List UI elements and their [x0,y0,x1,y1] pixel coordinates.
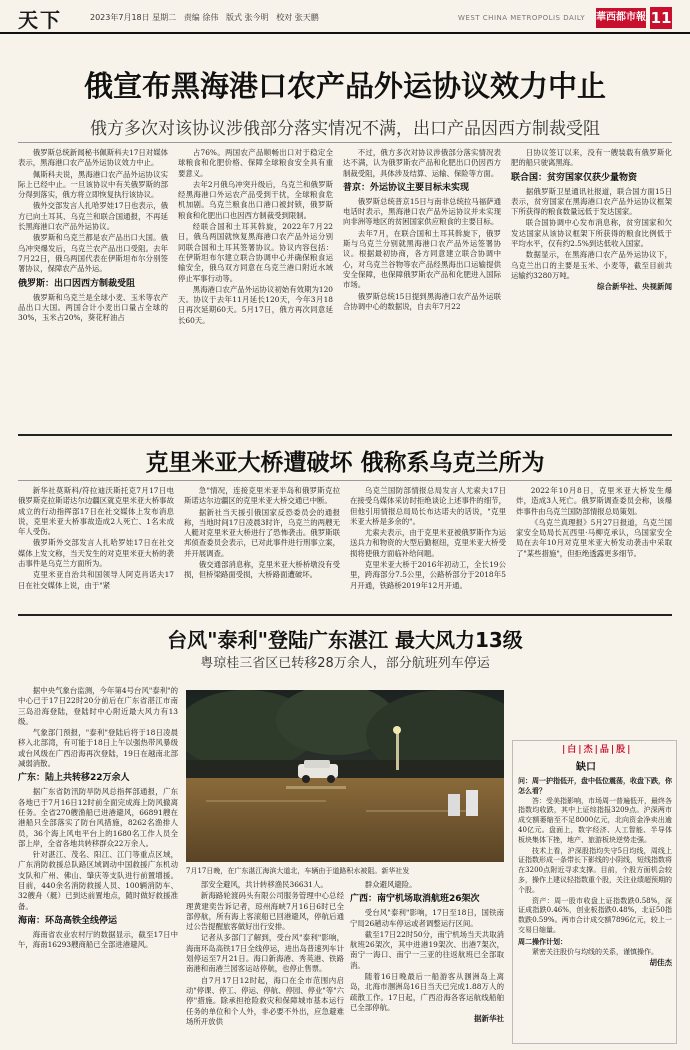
paragraph: 针对湛江、茂名、阳江、江门等重点区域，广东消防救援总队路区域调动中国救援广东机动支队和广州、佛山、肇庆等支队进行前置增援。目前，440余名消防救援人员、100辆消防车、32艘舟（艇）已到达前置地点，随时做好救援准备。 [18,850,178,911]
story1-column-4 [511,148,672,430]
subhead: 俄罗斯：出口因西方制裁受阻 [18,278,136,289]
subhead: 广西：南宁机场取消航班26架次 [350,894,480,905]
paragraph: 《乌克兰真理报》5月27日报道，乌克兰国家安全局局长瓦西里·马柳克承认，乌国家安全局在去年10月对克里米亚大桥发动袭击中采取了"某些措施"，但拒绝透露更多细节。 [516,517,672,558]
story3-column-2 [186,880,344,1044]
photo-caption: 7月17日晚，在广东湛江海滨大道北，车辆由于道路积水被阻。新华社发 [186,867,410,875]
subhead: 普京：外运协议主要目标未实现 [343,182,470,193]
story1-headline: 俄宣布黑海港口农产品外运协议效力中止 [83,69,606,103]
news-photo-flooded-street [186,690,504,862]
paragraph: 乌克兰国防部情报总局发言人尤索夫17日在接受乌媒体采访时拒绝谈论上述事件的细节，但他引用情报总局局长布达诺夫的话说，"克里米亚大桥是多余的"。 [350,486,506,526]
story1-column-1 [18,148,168,430]
paragraph: 据新社当天援引俄国家反恐委员会的通报称，当地时间17日凌晨3时许，乌克兰的两艘无人艇对克里米亚大桥进行了恐怖袭击。俄罗斯联邦侦查委员会表示，已对此事件进行刑事立案，并开展调查。 [184,507,340,558]
paragraph: 日协议签订以来，没有一艘装载有俄罗斯化肥的船只驶离黑海。 [511,148,672,168]
paragraph: 海南省农业农村厅的数据显示，截至17日中午，海南16293艘商船已全部进港避风。 [18,929,178,950]
publication-english-name: WEST CHINA METROPOLIS DAILY [458,14,586,22]
story3-headline: 台风"泰利"登陆广东湛江 最大风力13级 [167,628,523,652]
paragraph: 黑海港口农产品外运协议初始有效期为120天。协议于去年11月延长120天，今年3月18日再次延期60天。5月17日，俄方再次同意延长60天。 [178,284,333,325]
story1-deck: 俄方多次对该协议涉俄部分落实情况不满，出口产品因西方制裁受阻 [90,119,600,139]
paragraph: 急"情况，连接克里米亚半岛和俄罗斯克拉斯诺达尔边疆区的克里米亚大桥交通已中断。 [184,486,340,506]
paragraph: 佩斯科夫说，黑海港口农产品外运协议实际上已经中止。一旦该协议中有关俄罗斯的部分得到落实，俄方将立即恢复执行该协议。 [18,169,168,200]
paragraph: 气象部门预报，"泰利"登陆后将于18日凌晨移入北部湾，有可能于18日上午以强热带风暴级或台风级在广西沿海再次登陆，19日在越南北部减弱消散。 [18,728,178,769]
paragraph: 截至17日22时50分，南宁机场当天共取消航班26架次，其中进港19架次、出港7架次，南宁一海口、南宁一三亚的往返航班已全部取消。 [350,929,504,970]
paragraph: 俄交通部消息称，克里米亚大桥桥墩没有受损，但桥梁路面受损，大桥路面遭破坏。 [184,560,340,580]
divider [18,142,672,143]
paragraph: 据俄罗斯卫星通讯社报道，联合国方面15日表示，贫穷国家在黑海港口农产品外运协议框架下所获得的粮食数量远低于发达国家。 [511,186,672,217]
paragraph: 自7月17日12时起，海口在全市范围内启动"停课、停工、停运、停航、停园、停业"等"六停"措施。除承担抢险救灾和保障城市基本运行任务的单位和个人外，非必要不外出，应急避难场所开放供 [186,975,344,1026]
proof-credit: 校对 张天鹏 [276,13,319,22]
paragraph: 不过，俄方多次对协议涉俄部分落实情况表达不满，认为俄罗斯农产品和化肥出口仍因西方制裁受阻，具体涉及结算、运输、保险等方面。 [343,148,501,178]
stock-column-text [518,776,672,1040]
paragraph: 2022年10月8日，克里米亚大桥发生爆炸，造成3人死亡。俄罗斯调查委员会称，该爆炸事件由乌克兰国防部情报总局策划。 [516,486,672,516]
paragraph: 数据显示，在黑海港口农产品外运协议下，乌克兰出口的主要是玉米、小麦等，截至目前共运输约3280万吨。 [511,250,672,280]
story2-column-1 [18,486,174,608]
paragraph: 记者从多部门了解到，受台风"泰利"影响，海南环岛高铁17日全线停运，进出岛普速列车计划停运至7月21日。海口新海港、秀英港、铁路南港和南港兰园客运站停航，也停止售票。 [186,933,344,974]
paragraph: 受台风"泰利"影响，17日至18日，国铁南宁局26趟动车停运或者调整运行区间。 [350,908,504,928]
page-number: 11 [650,9,672,27]
design-credit: 版式 张今明 [226,13,269,22]
paragraph: 俄罗斯总统新闻秘书佩斯科夫17日对媒体表示，黑海港口农产品外运协议效力中止。 [18,148,168,168]
paragraph: 经联合国和土耳其斡旋，2022年7月22日，俄乌两国就恢复黑海港口农产品外运分别同联合国和土耳其签署协议。协议内容包括：在伊斯坦布尔建立联合协调中心并确保粮食运输安全，俄乌双方同意在乌克兰港口附近水域停止军事行动等。 [178,222,333,283]
answer: 答：受美指影响，市场周一普遍低开，最终各指数均收跌，其中上证综指报3209点。沪深两市成交额萎缩至不足8000亿元，北向资金净卖出逾40亿元。盘面上，数字经济、人工智能、半导体板块集体下挫，地产、旅游板块逆势走强。 [518,796,672,844]
column-title: 缺口 [576,762,596,773]
paragraph: 去年7月，在联合国和土耳其斡旋下，俄罗斯与乌克兰分别就黑海港口农产品外运签署协议。根据最初协商，各方同意建立联合协调中心，对乌克兰谷物等农产品经黑海出口运输提供安全保障，也保障俄罗斯农产品和化肥进入国际市场。 [343,228,501,290]
paragraph: 俄罗斯和乌克兰都是农产品出口大国。俄乌冲突爆发后，乌克兰农产品出口受阻。去年7月22日，俄乌两国代表在伊斯坦布尔分别签署协议，保障农产品外运。 [18,233,168,274]
divider [18,480,672,481]
paragraph: 俄外交部发言人扎哈罗娃17日也表示，俄方已向土耳其、乌克兰和联合国通报，不再延长黑海港口农产品外运协议。 [18,201,168,232]
paragraph: 俄罗斯外交部发言人扎哈罗娃17日在社交媒体上发文称，当天发生的对克里米亚大桥的袭击事件是乌克兰方面所为。 [18,538,174,569]
answer: 紧密关注股价与均线的关系，谨慎操作。 [532,947,658,956]
paragraph: 据广东省防汛防旱防风总指挥部通报，广东各地已于7月16日12时前全面完成海上防风撤离任务。全省270艘渔船已进港避风，66891艘在港船只全部落实了防台风措施，8262名渔排人员，36个海上风电平台上的1680名工作人员全部上岸，全省各地共转移群众22万余人。 [18,787,178,848]
paragraph: 占76%。两国农产品顺畅出口对于稳定全球粮食和化肥价格、保障全球粮食安全具有重要意义。 [178,148,333,178]
subhead: 海南：环岛高铁全线停运 [18,915,118,926]
paragraph: 随着16日晚最后一船游客从涠洲岛上离岛，北海市涠洲岛16日当天已完成1.88万人的疏散工作。17日起，广西沿海各客运航线船舶已全部停航。 [350,972,504,1012]
divider [18,614,672,616]
plan-label: 周二操作计划： [518,936,567,946]
source-credit: 综合新华社、央视新闻 [597,282,672,292]
paragraph: 联合国协调中心发布消息称，贫穷国家和欠发达国家从该协议框架下所获得的粮食比例低于平均水平，仅有约2.5%到达低收入国家。 [511,218,672,249]
paragraph: 据中央气象台监测，今年第4号台风"泰利"的中心已于17日22时20分前后在广东省湛江市南三岛沿海登陆，登陆时中心附近最大风力有13级。 [18,686,178,726]
subhead: 广东：陆上共转移22万余人 [18,773,130,784]
paragraph: 尤索夫表示，由于克里米亚被俄罗斯作为运送兵力和物资的大型后勤枢纽，克里米亚大桥受损将使俄方面临补给问题。 [350,528,506,558]
question: 问：周一护指低开，盘中低位震荡，收盘下跌，你怎么看？ [518,776,672,795]
paragraph: 俄罗斯和乌克兰是全球小麦、玉米等农产品出口大国。两国合计小麦出口量占全球的30%，玉米占20%，葵花籽油占 [18,292,168,323]
issue-date: 2023年7月18日 星期二 [90,13,177,22]
section-title: 天下 [18,8,62,32]
paragraph: 新海路轮渡码头有限公司服务管理中心总经理黄建奕告诉记者，琼州海峡7月16日6时已全部停航，所有海上客滚船已回港避风，停航后通过公告提醒旅客做好出行安排。 [186,891,344,932]
brand-logo: 華西都市報 [596,8,646,28]
subhead: 联合国：贫穷国家仅获少量物资 [511,172,638,183]
paragraph: 群众避风避险。 [364,880,417,889]
answer: 资产：周一股市收盘上证指数跌0.58%，深证成指跌0.46%，创业板指跌0.48%，北证50指数跌0.59%。两市合计成交额7896亿元，较上一交易日缩量。 [518,896,672,934]
column-tag: |白|杰|品|股| [562,745,633,755]
paragraph: 俄罗斯总统普京15日与南非总统拉马福萨通电话时表示，黑海港口农产品外运协议并未实现向非洲等地区的贫困国家供应粮食的主要目标。 [343,196,501,227]
story2-column-3 [350,486,506,608]
story2-column-2 [184,486,340,608]
source-credit: 据新华社 [474,1014,504,1024]
story3-column-1 [18,686,178,1044]
story1-column-3 [343,148,501,430]
dateline [90,12,319,23]
paragraph: 克里米亚自治共和国领导人阿克肖诺夫17日在社交媒体上说，由于"紧 [18,570,174,590]
paragraph: 去年2月俄乌冲突升级后，乌克兰和俄罗斯经黑海港口外运农产品受到干扰，全球粮食危机加剧。乌克兰粮食出口港口被封锁，俄罗斯粮食和化肥出口也因西方制裁受到限制。 [178,179,333,220]
editor-credit: 责编 徐伟 [183,13,219,22]
story1-column-2 [178,148,333,430]
paragraph: 俄罗斯总统15日提到黑海港口农产品外运联合协调中心的数据说，自去年7月22 [343,291,501,311]
flood-scene-illustration [186,690,504,862]
paragraph: 部安全避风，共计转移渔民36631人。 [200,880,328,889]
story2-column-4 [516,486,672,608]
story3-deck: 粤琼桂三省区已转移28万余人，部分航班列车停运 [200,656,490,671]
answer: 技术上看，沪深股指均失守5日均线，周线上证指数形成一条带长下影线的小阴线，短线指数将在3200点附近寻求支撑。目前，个股方面机会较多，操作上建议轻指数重个股，关注业绩超预期的个股。 [518,846,672,894]
story2-headline: 克里米亚大桥遭破坏 俄称系乌克兰所为 [145,450,545,476]
divider [18,434,672,436]
story3-column-3 [350,880,504,1044]
paragraph: 克里米亚大桥于2016年初动工，全长19公里，跨海部分7.5公里，公路桥部分于2018年5月开通，铁路桥2019年12月开通。 [350,560,506,590]
author-credit: 胡佳杰 [649,958,672,968]
paragraph: 新华社莫斯科/符拉迪沃斯托克7月17日电 俄罗斯克拉斯诺达尔边疆区就克里米亚大桥事故成立的行动指挥部17日在社交媒体上发布消息说，克里米亚大桥事故造成2人死亡、1名未成年人受伤。 [18,486,174,537]
